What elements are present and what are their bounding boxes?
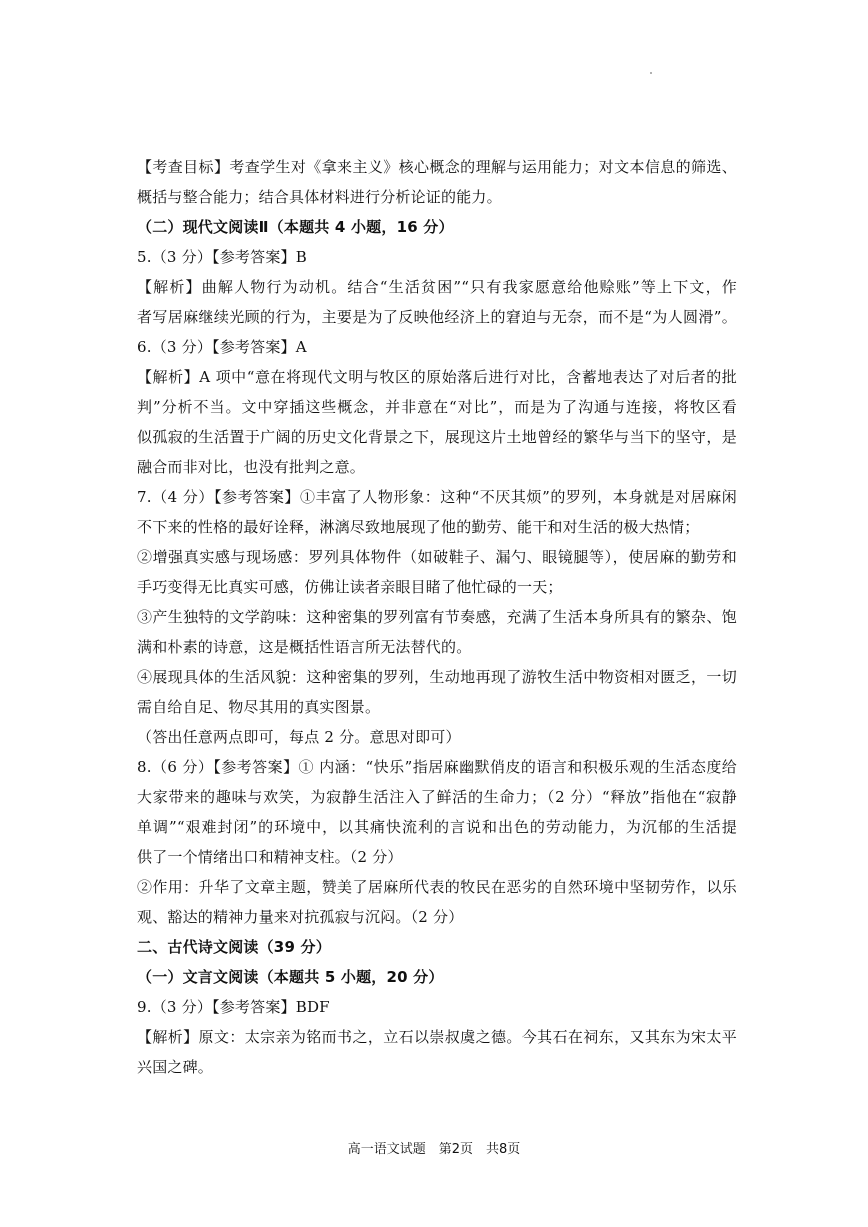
text-line: 大家带来的趣味与欢笑，为寂静生活注入了鲜活的生命力；（2 分）“释放”指他在“寂静 [137,788,737,806]
text-line: 满和朴素的诗意，这是概括性语言所无法替代的。 [137,638,472,656]
text-line: 需自给自足、物尽其用的真实图景。 [137,698,381,716]
text-line: （答出任意两点即可，每点 2 分。意思对即可） [137,728,461,746]
page-footer: 高一语文试题 第2页 共8页 [347,1142,521,1157]
text-line: 8.（6 分）【参考答案】① 内涵：“快乐”指居麻幽默俏皮的语言和积极乐观的生活态度给 [137,758,737,776]
text-line: 者写居麻继续光顾的行为，主要是为了反映他经济上的窘迫与无奈，而不是“为人圆滑”。 [137,308,737,326]
text-line: 融合而非对比，也没有批判之意。 [137,458,366,476]
text-line: 【解析】A 项中“意在将现代文明与牧区的原始落后进行对比，含蓄地表达了对后者的批 [137,368,737,386]
text-line: ②增强真实感与现场感：罗列具体物件（如破鞋子、漏勺、眼镜腿等），使居麻的勤劳和 [137,548,737,566]
text-line: 5.（3 分）【参考答案】B [137,248,307,266]
text-line: 7.（4 分）【参考答案】①丰富了人物形象：这种“不厌其烦”的罗列，本身就是对居麻闲 [137,488,737,506]
text-line: 兴国之碑。 [137,1058,214,1076]
text-line: 单调”“艰难封闭”的环境中，以其痛快流利的言说和出色的劳动能力，为沉郁的生活提 [137,818,737,836]
text-line: ②作用：升华了文章主题，赞美了居麻所代表的牧民在恶劣的自然环境中坚韧劳作，以乐 [137,878,737,896]
text-line: 供了一个情绪出口和精神支柱。（2 分） [137,848,403,866]
text-line: 概括与整合能力；结合具体材料进行分析论证的能力。 [137,188,502,206]
text-line: 不下来的性格的最好诠释，淋漓尽致地展现了他的勤劳、能干和对生活的极大热情； [137,518,700,536]
text-line: 判”分析不当。文中穿插这些概念，并非意在“对比”，而是为了沟通与连接，将牧区看 [137,398,737,416]
answer-key-body [137,152,737,1082]
text-line: 手巧变得无比真实可感，仿佛让读者亲眼目睹了他忙碌的一天； [137,578,563,596]
text-line: ④展现具体的生活风貌：这种密集的罗列，生动地再现了游牧生活中物资相对匮乏，一切 [137,668,737,686]
scan-speck [650,72,652,74]
text-line: 【考查目标】考查学生对《拿来主义》核心概念的理解与运用能力；对文本信息的筛选、 [137,158,737,176]
text-line: 观、豁达的精神力量来对抗孤寂与沉闷。（2 分） [137,908,464,926]
section-heading: 二、古代诗文阅读（39 分） [137,938,331,956]
section-heading: （二）现代文阅读Ⅱ（本题共 4 小题，16 分） [137,218,454,236]
text-line: ③产生独特的文学韵味：这种密集的罗列富有节奏感，充满了生活本身所具有的繁杂、饱 [137,608,737,626]
text-line: 6.（3 分）【参考答案】A [137,338,307,356]
text-line: 似孤寂的生活置于广阔的历史文化背景之下，展现这片土地曾经的繁华与当下的坚守，是 [137,428,737,446]
section-heading: （一）文言文阅读（本题共 5 小题，20 分） [137,968,444,986]
text-line: 【解析】原文：太宗亲为铭而书之，立石以崇叔虞之德。今其石在祠东，又其东为宋太平 [137,1028,737,1046]
text-line: 【解析】曲解人物行为动机。结合“生活贫困”“只有我家愿意给他赊账”等上下文，作 [137,278,737,296]
text-line: 9.（3 分）【参考答案】BDF [137,998,330,1016]
